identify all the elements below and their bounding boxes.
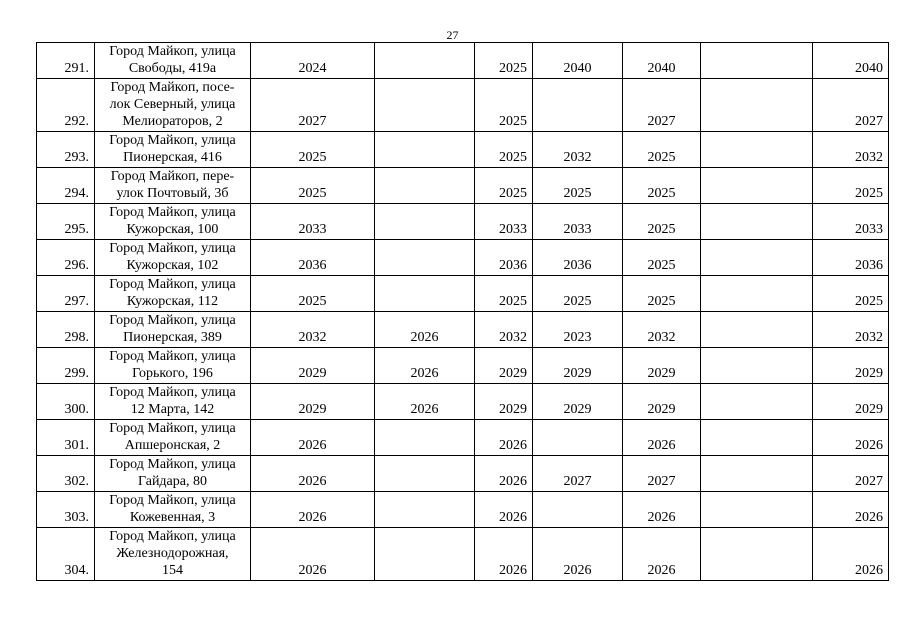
table-row [37,312,889,348]
year-cell-5: 2026 [623,420,701,456]
year-cell-6 [701,204,813,240]
year-cell-7: 2026 [813,420,889,456]
address-cell: Город Майкоп, улица Свободы, 419а [95,43,251,79]
row-number-cell: 297. [37,276,95,312]
year-cell-2 [375,240,475,276]
row-number-cell: 302. [37,456,95,492]
table-row [37,276,889,312]
address-cell: Город Майкоп, посе- лок Северный, улица Мелиораторов, 2 [95,79,251,132]
year-cell-2 [375,492,475,528]
table-row [37,240,889,276]
year-cell-5: 2026 [623,492,701,528]
year-cell-1: 2026 [251,456,375,492]
year-cell-3: 2025 [475,79,533,132]
year-cell-3: 2032 [475,312,533,348]
year-cell-7: 2040 [813,43,889,79]
address-cell: Город Майкоп, улица Пионерская, 416 [95,132,251,168]
year-cell-3: 2026 [475,456,533,492]
year-cell-5: 2026 [623,528,701,581]
address-cell: Город Майкоп, улица Гайдара, 80 [95,456,251,492]
year-cell-6 [701,384,813,420]
year-cell-1: 2032 [251,312,375,348]
year-cell-6 [701,79,813,132]
year-cell-3: 2029 [475,384,533,420]
address-cell: Город Майкоп, пере- улок Почтовый, 3б [95,168,251,204]
year-cell-6 [701,456,813,492]
table-body [37,43,889,581]
year-cell-5: 2032 [623,312,701,348]
year-cell-2 [375,204,475,240]
year-cell-5: 2029 [623,348,701,384]
year-cell-1: 2024 [251,43,375,79]
year-cell-3: 2025 [475,276,533,312]
year-cell-4: 2029 [533,348,623,384]
row-number-cell: 294. [37,168,95,204]
year-cell-4 [533,492,623,528]
year-cell-2 [375,79,475,132]
year-cell-3: 2033 [475,204,533,240]
year-cell-2 [375,132,475,168]
year-cell-5: 2029 [623,384,701,420]
row-number-cell: 293. [37,132,95,168]
table-row [37,528,889,581]
year-cell-4: 2036 [533,240,623,276]
year-cell-7: 2025 [813,276,889,312]
table-row [37,204,889,240]
year-cell-3: 2026 [475,492,533,528]
table-row [37,79,889,132]
year-cell-2 [375,276,475,312]
address-cell: Город Майкоп, улица 12 Марта, 142 [95,384,251,420]
table-row [37,348,889,384]
year-cell-6 [701,168,813,204]
address-cell: Город Майкоп, улица Пионерская, 389 [95,312,251,348]
year-cell-6 [701,43,813,79]
table-row [37,420,889,456]
address-cell: Город Майкоп, улица Горького, 196 [95,348,251,384]
address-cell: Город Майкоп, улица Кожевенная, 3 [95,492,251,528]
year-cell-6 [701,276,813,312]
year-cell-3: 2026 [475,528,533,581]
year-cell-5: 2025 [623,276,701,312]
row-number-cell: 296. [37,240,95,276]
year-cell-4: 2025 [533,168,623,204]
year-cell-2: 2026 [375,312,475,348]
year-cell-5: 2027 [623,79,701,132]
year-cell-2 [375,420,475,456]
year-cell-3: 2036 [475,240,533,276]
year-cell-2 [375,43,475,79]
year-cell-3: 2025 [475,168,533,204]
year-cell-4: 2033 [533,204,623,240]
year-cell-3: 2025 [475,43,533,79]
year-cell-4: 2029 [533,384,623,420]
year-cell-1: 2026 [251,420,375,456]
year-cell-1: 2025 [251,276,375,312]
year-cell-4: 2026 [533,528,623,581]
year-cell-3: 2026 [475,420,533,456]
row-number-cell: 304. [37,528,95,581]
year-cell-7: 2026 [813,528,889,581]
year-cell-3: 2029 [475,348,533,384]
year-cell-5: 2025 [623,240,701,276]
year-cell-6 [701,528,813,581]
row-number-cell: 299. [37,348,95,384]
table-row [37,43,889,79]
row-number-cell: 291. [37,43,95,79]
year-cell-4: 2027 [533,456,623,492]
year-cell-7: 2025 [813,168,889,204]
year-cell-1: 2036 [251,240,375,276]
year-cell-7: 2036 [813,240,889,276]
year-cell-1: 2033 [251,204,375,240]
year-cell-3: 2025 [475,132,533,168]
year-cell-4: 2025 [533,276,623,312]
table-row [37,492,889,528]
year-cell-4: 2040 [533,43,623,79]
year-cell-6 [701,492,813,528]
row-number-cell: 300. [37,384,95,420]
year-cell-7: 2029 [813,348,889,384]
year-cell-7: 2026 [813,492,889,528]
year-cell-7: 2032 [813,132,889,168]
year-cell-7: 2029 [813,384,889,420]
year-cell-1: 2025 [251,168,375,204]
year-cell-6 [701,312,813,348]
row-number-cell: 292. [37,79,95,132]
year-cell-2: 2026 [375,384,475,420]
year-cell-1: 2029 [251,348,375,384]
year-cell-5: 2027 [623,456,701,492]
year-cell-1: 2025 [251,132,375,168]
address-cell: Город Майкоп, улица Кужорская, 102 [95,240,251,276]
row-number-cell: 295. [37,204,95,240]
table-row [37,384,889,420]
year-cell-5: 2040 [623,43,701,79]
year-cell-6 [701,420,813,456]
year-cell-1: 2029 [251,384,375,420]
address-cell: Город Майкоп, улица Кужорская, 100 [95,204,251,240]
year-cell-1: 2026 [251,528,375,581]
year-cell-2 [375,168,475,204]
table-row [37,456,889,492]
table-row [37,168,889,204]
row-number-cell: 303. [37,492,95,528]
year-cell-4: 2032 [533,132,623,168]
address-cell: Город Майкоп, улица Кужорская, 112 [95,276,251,312]
year-cell-4: 2023 [533,312,623,348]
year-cell-7: 2027 [813,456,889,492]
year-cell-5: 2025 [623,204,701,240]
year-cell-5: 2025 [623,168,701,204]
year-cell-7: 2032 [813,312,889,348]
year-cell-4 [533,420,623,456]
year-cell-1: 2027 [251,79,375,132]
year-cell-2: 2026 [375,348,475,384]
year-cell-2 [375,456,475,492]
year-cell-6 [701,132,813,168]
year-cell-4 [533,79,623,132]
year-cell-7: 2033 [813,204,889,240]
row-number-cell: 298. [37,312,95,348]
year-cell-5: 2025 [623,132,701,168]
address-cell: Город Майкоп, улица Железнодорожная, 154 [95,528,251,581]
year-cell-1: 2026 [251,492,375,528]
page-number: 27 [446,28,459,42]
year-cell-2 [375,528,475,581]
year-cell-6 [701,348,813,384]
address-cell: Город Майкоп, улица Апшеронская, 2 [95,420,251,456]
table-row [37,132,889,168]
row-number-cell: 301. [37,420,95,456]
housing-registry-table [36,42,889,581]
year-cell-7: 2027 [813,79,889,132]
year-cell-6 [701,240,813,276]
